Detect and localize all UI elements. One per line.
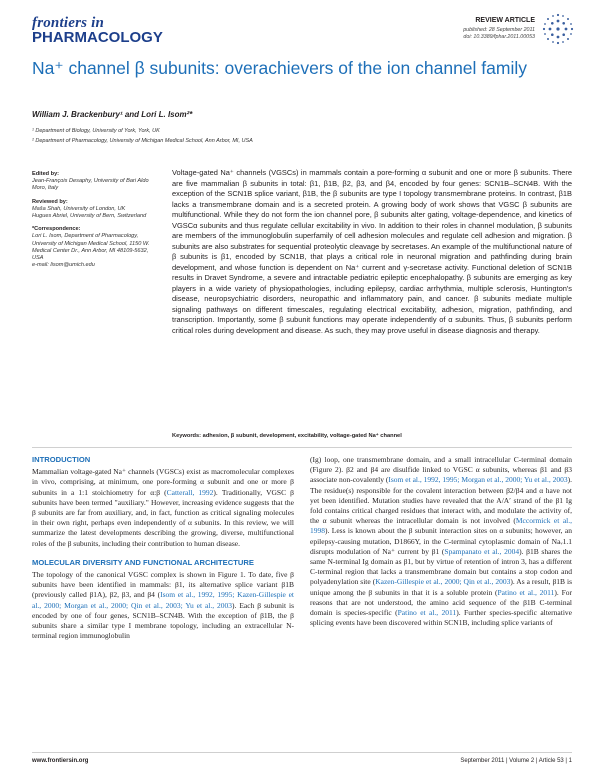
edited-by-label: Edited by: [32, 171, 60, 177]
reviewed-by: Maša Shah, University of London, UK Hugues Abriel, University of Bern, Switzerland [32, 205, 147, 220]
citation-link[interactable]: Spampanato et al., 2004 [444, 546, 520, 556]
section-divider [32, 447, 572, 448]
journal-logo-line2: PHARMACOLOGY [32, 29, 163, 46]
citation-link[interactable]: Patino et al., 2011 [497, 587, 555, 597]
citation-link[interactable]: Isom et al., 1992, 1995; Morgan et al., 2000; Yu et al., 2003 [388, 475, 568, 485]
journal-emblem-icon [541, 12, 575, 46]
footer-website[interactable]: www.frontiersin.org [32, 758, 89, 764]
citation-link[interactable]: Kazen-Gillespie et al., 2000; Qin et al., 2003 [375, 577, 511, 587]
abstract: Voltage-gated Na⁺ channels (VGSCs) in mammals contain a pore-forming α subunit and one or more β subunits. There are five mammalian β subunits in total: β1, β1B, β2, β3, and β4, encoded by four genes: SCN1B–SCN4B. With the exception of the SCN1B splice variant, β1B, the β subunits are type I topology transmembrane proteins. In contrast, β1B lacks a transmembrane domain and is a secreted protein. A growing body of work shows that VGSC β subunits are multifunctional. While they do not form the ion channel pore, β subunits alter gating, voltage-dependence, and kinetics of VGSCα subunits and thus regulate cellular excitability in vivo. In addition to their roles in channel modulation, β subunits are members of the immunoglobulin superfamily of cell adhesion molecules and regulate cell adhesion and migration. β subunits are also substrates for sequential proteolytic cleavage by secretases. An example of the multifunctional nature of β subunits is β1, encoded by SCN1B, that plays a critical role in neuronal migration and pathfinding during brain development, and whose function is dependent on Na⁺ current and γ-secretase activity. Functional deletion of SCN1B results in Dravet Syndrome, a severe and intractable pediatric epileptic encephalopathy. β subunits are emerging as key players in a wide variety of physiopathologies, including epilepsy, cardiac arrhythmia, multiple sclerosis, Huntington's disease, neuropsychiatric disorders, neuropathic and inflammatory pain, and cancer. β subunits mediate multiple signaling pathways on different timescales, regulating electrical excitability, adhesion, migration, pathfinding, and transcription. Importantly, some β subunit functions may operate independently of α subunits. Thus, β subunits perform critical roles during development and disease. As such, they may prove useful in disease diagnosis and therapy. [172, 168, 572, 335]
citation-link[interactable]: Isom et al., 1992, 1995; Kazen-Gillespie et al., 2000; Morgan et al., 2000; Qin et al., 2003; Yu et al., 2003 [32, 590, 294, 610]
publication-meta [463, 27, 535, 41]
citation-link[interactable]: Mccormick et al., 1998 [310, 516, 572, 536]
affiliation-2: ² Department of Pharmacology, University of Michigan Medical School, Ann Arbor, MI, USA [32, 138, 253, 144]
article-title: Na⁺ channel β subunits: overachievers of the ion channel family [32, 58, 527, 78]
body-column-right [310, 455, 572, 628]
intro-paragraph: Mammalian voltage-gated Na⁺ channels (VGSCs) exist as macromolecular complexes in vivo, comprising, at minimum, one pore-forming α subunit and one or more β subunits in a 1:1 stoichiometry for α:β (Catterall, 1992). Traditionally, VGSC β subunits have been termed "auxiliary." However, increasing evidence suggests that the β subunits are far from auxiliary, and, in fact, function as critical signaling molecules in their own right, perhaps even independently of α subunits. In this review, we will summarize the latest developments describing the growing, diverse, multifunctional roles of the β subunits, including their contribution to human disease. [32, 467, 294, 548]
right-paragraph: (Ig) loop, one transmembrane domain, and a small intracellular C-terminal domain (Figure 2). β2 and β4 are disulfide linked to VGSC α subunits, whereas β1 and β3 associate non-covalently (Isom et al., 1992, 1995; Morgan et al., 2000; Yu et al., 2003). The residue(s) responsible for the covalent interaction between β2/β4 and α have not yet been identified. Mutation studies have revealed that the A/A′ strand of the β1 Ig fold contains critical charged residues that interact with, and modulate the activity of, the α subunit whereas the intracellular domain is not involved (Mccormick et al., 1998). Less is known about the β subunit interaction sites on α subunits; however, an epilepsy-causing mutation, D1866Y, in the C-terminal cytoplasmic domain of Naᵥ1.1 disrupts modulation of Na⁺ current by β1 (Spampanato et al., 2004). β1B shares the same N-terminal Ig domain as β1, but by virtue of retention of intron 3, has a different C-terminal region that lacks a transmembrane domain but contains a stop codon and polyadenylation site (Kazen-Gillespie et al., 2000; Qin et al., 2003). As a result, β1B is unique among the β subunits in that it is a soluble protein (Patino et al., 2011). For reasons that are not understood, the amino acid sequence of the β1B C-terminal domain is species-specific (Patino et al., 2011). Further species-specific alternative splicing events have been discovered within SCN1B, including splice variants of [310, 455, 573, 628]
heading-molecular-diversity: MOLECULAR DIVERSITY AND FUNCTIONAL ARCHITECTURE [32, 557, 254, 567]
editorial-sidebar [32, 168, 157, 269]
footer-issue-info: September 2011 | Volume 2 | Article 53 | 1 [460, 758, 572, 764]
citation-link[interactable]: Catterall, 1992 [166, 487, 214, 497]
keywords: Keywords: adhesion, β subunit, development, excitability, voltage-gated Na⁺ channel [172, 433, 402, 439]
body-column-left [32, 455, 294, 641]
affiliation-1: ¹ Department of Biology, University of York, York, UK [32, 128, 160, 134]
doi: doi: 10.3389/fphar.2011.00053 [463, 34, 535, 40]
reviewed-by-label: Reviewed by: [32, 198, 68, 205]
molecular-paragraph: The topology of the canonical VGSC complex is shown in Figure 1. To date, five β subunits have been identified in mammals: β1, its alternative splice variant β1B (previously called β1A), β2, β3, and β4 (Isom et al., 1992, 1995; Kazen-Gillespie et al., 2000; Morgan et al., 2000; Qin et al., 2003; Yu et al., 2003). Each β subunit is encoded by one of four genes, SCN1B–SCN4B. With the exception of β1B, the β subunits share a similar type I membrane topology, including an extracellular N-terminal region immunoglobulin [32, 570, 294, 641]
article-type: REVIEW ARTICLE [475, 17, 535, 24]
edited-by: Jean-François Desaphy, University of Bari Aldo Moro, Italy [32, 178, 149, 192]
correspondence: Lori L. Isom, Department of Pharmacology, University of Michigan Medical School, 1150 W. Medical Center Dr., Ann Arbor, MI 48109-5632, USA e-mail: lisom@umich.edu [32, 233, 150, 269]
footer-divider [32, 752, 572, 753]
correspondence-label: *Correspondence: [32, 226, 81, 233]
citation-link[interactable]: Patino et al., 2011 [397, 608, 457, 618]
authors: William J. Brackenbury¹ and Lori L. Isom²* [32, 110, 193, 119]
journal-logo-line1: frontiers in [32, 15, 105, 31]
published-date: published: 28 September 2011 [463, 27, 535, 33]
heading-introduction: INTRODUCTION [32, 455, 91, 464]
